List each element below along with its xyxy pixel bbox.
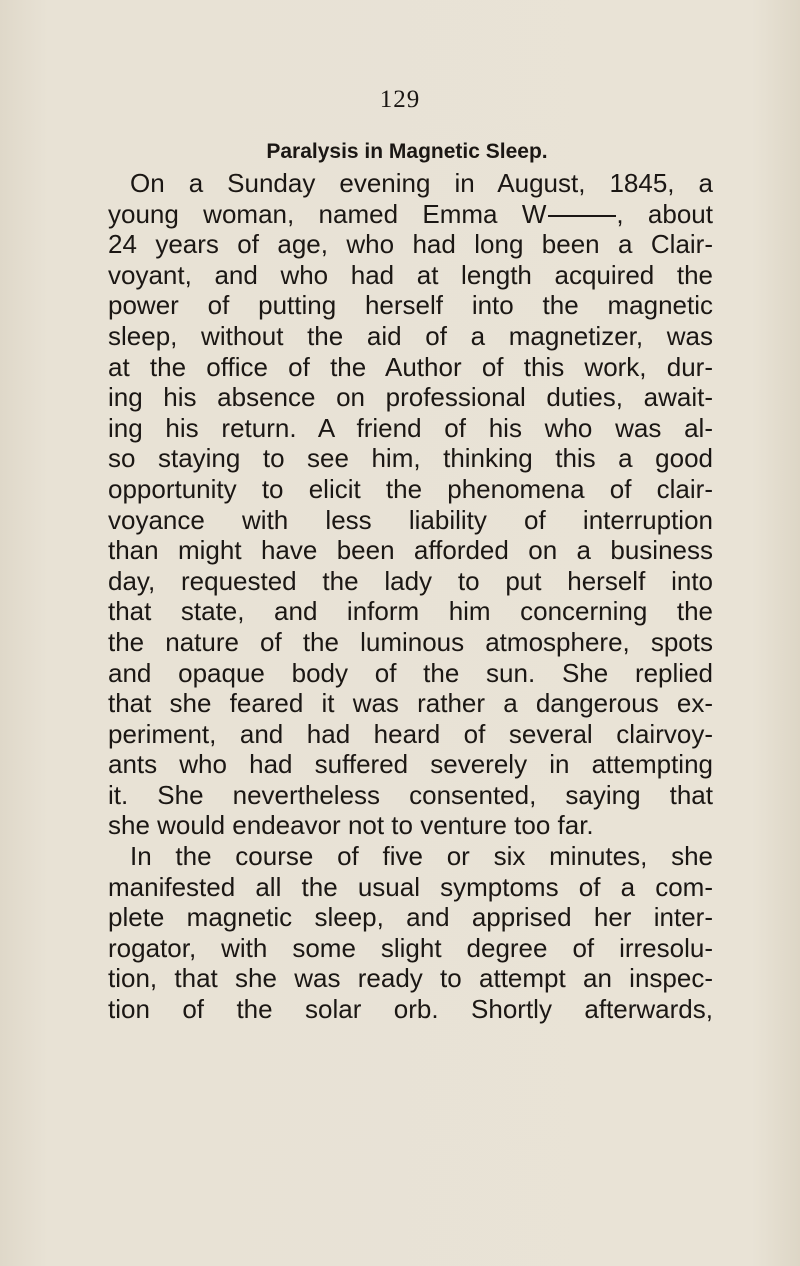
text-line: tion, that she was ready to attempt an inspec- <box>108 963 713 994</box>
text-line: rogator, with some slight degree of irresolu- <box>108 932 713 963</box>
text-line: and opaque body of the sun. She replied <box>108 657 713 688</box>
text-line: it. She nevertheless consented, saying that <box>108 779 713 810</box>
text-line: that state, and inform him concerning the <box>108 596 713 627</box>
text-line: power of putting herself into the magnetic <box>108 290 713 321</box>
text-line: ants who had suffered severely in attempting <box>108 749 713 780</box>
text-line: In the course of five or six minutes, she <box>130 841 713 872</box>
text-line: tion of the solar orb. Shortly afterwards, <box>108 994 713 1025</box>
text-line: ing his return. A friend of his who was al- <box>108 412 713 443</box>
text-line: she would endeavor not to venture too far. <box>108 810 594 841</box>
text-line: opportunity to elicit the phenomena of clair- <box>108 473 713 504</box>
body-text <box>108 168 713 1025</box>
text-line: 24 years of age, who had long been a Clair- <box>108 229 713 260</box>
text-line: voyant, and who had at length acquired the <box>108 259 713 290</box>
text-line: that she feared it was rather a dangerous ex- <box>108 688 713 719</box>
page-number: 129 <box>379 86 421 113</box>
text-line: at the office of the Author of this work, dur- <box>108 351 713 382</box>
name-omission-dash <box>548 215 616 217</box>
text-line: voyance with less liability of interruption <box>108 504 713 535</box>
text-fragment: young woman, named Emma W <box>108 198 547 229</box>
section-heading: Paralysis in Magnetic Sleep. <box>266 140 548 163</box>
text-line: ing his absence on professional duties, await- <box>108 382 713 413</box>
text-fragment: , about <box>616 198 713 229</box>
text-line: periment, and had heard of several clairvoy- <box>108 718 713 749</box>
text-line: the nature of the luminous atmosphere, spots <box>108 626 713 657</box>
text-line: so staying to see him, thinking this a good <box>108 443 713 474</box>
text-line: manifested all the usual symptoms of a com- <box>108 871 713 902</box>
text-line: than might have been afforded on a business <box>108 535 713 566</box>
text-line-with-dash <box>108 199 713 230</box>
text-line: sleep, without the aid of a magnetizer, was <box>108 320 713 351</box>
text-line: plete magnetic sleep, and apprised her inter- <box>108 902 713 933</box>
text-line: On a Sunday evening in August, 1845, a <box>130 168 713 198</box>
text-line: day, requested the lady to put herself into <box>108 565 713 596</box>
